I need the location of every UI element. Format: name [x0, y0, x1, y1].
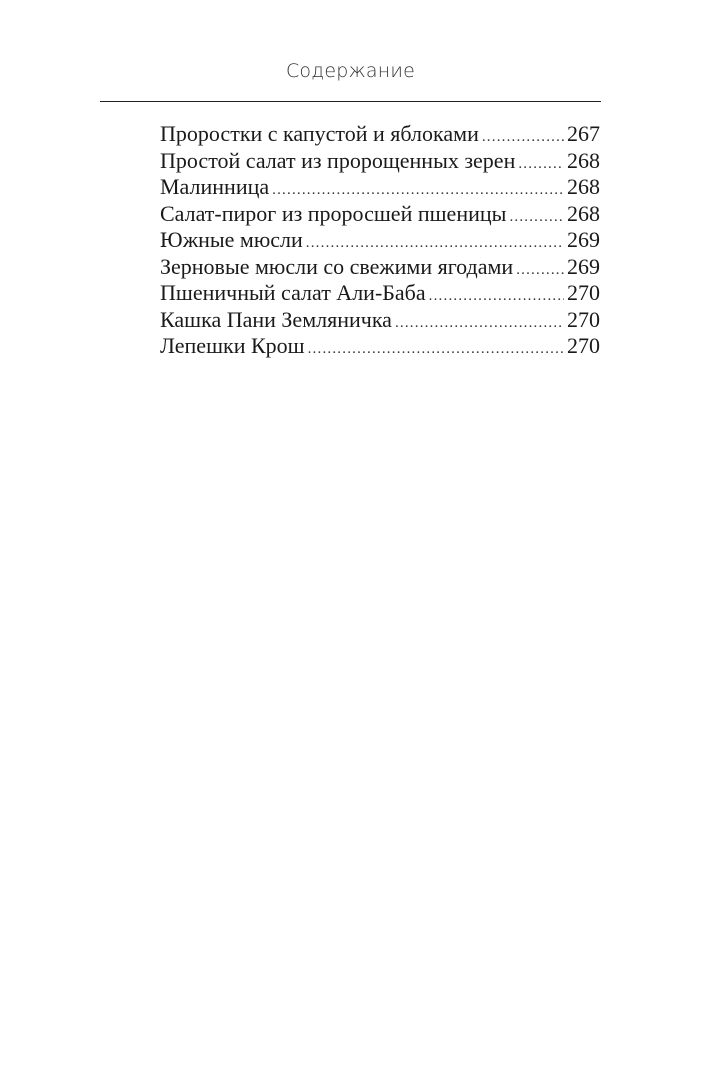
toc-entry-title: Проростки с капустой и яблоками [160, 121, 479, 146]
toc-entry-page: 267 [567, 121, 600, 146]
toc-entry-title: Пшеничный салат Али-Баба [160, 280, 426, 305]
toc-dot-leader [509, 204, 564, 231]
toc-dot-leader [516, 257, 564, 284]
toc-entry [160, 227, 600, 254]
toc-entry-page: 270 [567, 306, 600, 332]
toc-entry [160, 174, 600, 201]
toc-entry [160, 201, 600, 228]
toc-entry-title: Южные мюсли [160, 227, 303, 252]
toc-dot-leader [308, 336, 564, 363]
toc-entry-title: Малинница [160, 174, 270, 199]
running-header: Содержание [285, 60, 416, 82]
toc-entry-title: Салат-пирог из проросшей пшеницы [160, 200, 507, 226]
table-of-contents [160, 121, 600, 360]
toc-entry-page: 269 [567, 253, 600, 279]
toc-entry-title: Лепешки Крош [160, 333, 305, 358]
toc-entry-page: 270 [567, 280, 600, 305]
toc-dot-leader [429, 283, 564, 310]
toc-entry [160, 121, 600, 148]
toc-dot-leader [395, 310, 564, 337]
toc-dot-leader [518, 151, 564, 178]
toc-entry-page: 268 [567, 174, 600, 199]
toc-entry-page: 268 [567, 200, 600, 226]
toc-entry [160, 280, 600, 307]
toc-entry-title: Кашка Пани Земляничка [160, 306, 392, 332]
toc-entry-page: 269 [567, 227, 600, 252]
toc-entry-page: 270 [567, 333, 600, 358]
toc-entry-title: Зерновые мюсли со свежими ягодами [160, 253, 514, 279]
toc-entry [160, 333, 600, 360]
toc-entry [160, 307, 600, 334]
toc-entry [160, 148, 600, 175]
toc-entry [160, 254, 600, 281]
header-rule [100, 101, 601, 102]
toc-entry-title: Простой салат из пророщенных зерен [160, 147, 516, 173]
toc-entry-page: 268 [567, 147, 600, 173]
